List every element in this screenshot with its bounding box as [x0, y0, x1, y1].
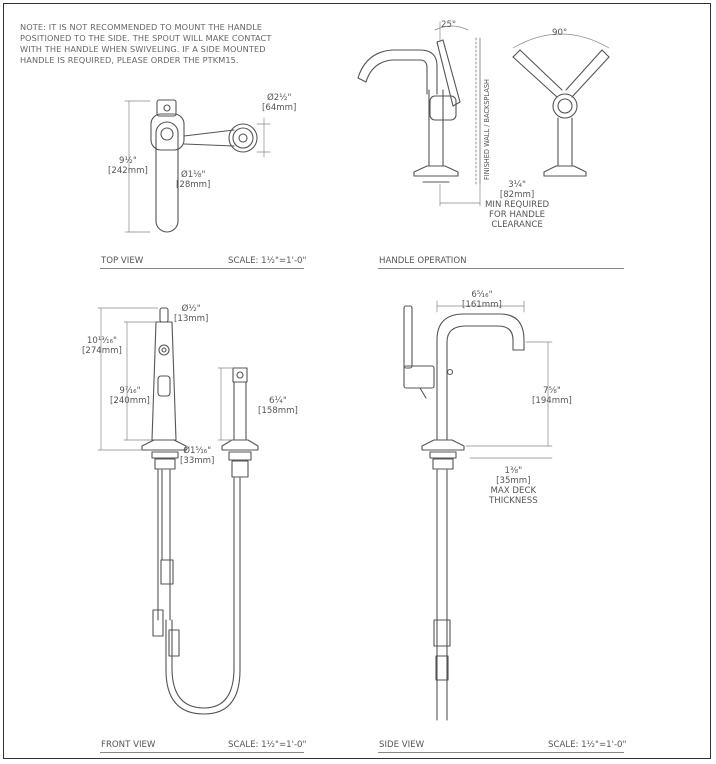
clearance-mm: [82mm] — [499, 190, 535, 200]
handle-angle-side: 25° — [441, 20, 457, 30]
note-line-4: HANDLE IS REQUIRED, PLEASE ORDER THE PTKM15. — [20, 55, 239, 65]
front-view-separator — [100, 752, 304, 753]
top-height-mm: [242mm] — [108, 166, 148, 176]
side-reach-dim — [462, 290, 502, 310]
top-handle-dia-mm: [28mm] — [176, 180, 211, 190]
side-spout-height-dim — [532, 386, 572, 406]
handle-angle-front: 90° — [552, 28, 568, 38]
side-reach-mm: [161mm] — [462, 300, 502, 310]
handle-operation-label: HANDLE OPERATION — [379, 256, 467, 266]
top-view-scale: SCALE: 1½"=1'-0" — [228, 256, 307, 266]
top-height-dim — [108, 156, 148, 176]
side-deck-inch: 1⅜" — [504, 466, 523, 476]
wall-label: FINISHED WALL / BACKSPLASH — [483, 78, 491, 180]
side-deck-dim — [489, 466, 538, 506]
side-deck-mm: [35mm] — [496, 476, 531, 486]
side-view-separator — [378, 752, 624, 753]
front-top-dia-mm: [13mm] — [174, 314, 209, 324]
top-view-label: TOP VIEW — [101, 256, 144, 266]
side-spout-height-mm: [194mm] — [532, 396, 572, 406]
front-view-drawing — [98, 308, 258, 714]
handle-operation-separator — [378, 268, 624, 269]
front-spray-inch: 6¼" — [269, 396, 287, 406]
side-spout-height-inch: 7⅝" — [543, 386, 561, 396]
side-reach-inch: 6⁵⁄₁₆" — [471, 290, 493, 300]
front-top-dia-dim — [174, 304, 208, 324]
top-knob-dia-mm: [64mm] — [262, 103, 297, 113]
front-body-mm: [240mm] — [110, 396, 150, 406]
front-body-inch: 9⁷⁄₁₆" — [119, 386, 141, 396]
front-spray-dim — [258, 396, 298, 416]
top-view-separator — [100, 268, 304, 269]
front-base-dia-mm: [33mm] — [180, 456, 215, 466]
top-height-inch: 9½" — [119, 156, 137, 166]
clearance-note-2: FOR HANDLE — [489, 210, 546, 220]
note-line-2: POSITIONED TO THE SIDE. THE SPOUT WILL MAKE CONTACT — [20, 33, 272, 43]
side-deck-note-1: MAX DECK — [490, 486, 537, 496]
side-deck-note-2: THICKNESS — [489, 496, 538, 506]
top-handle-dia-dim — [176, 170, 210, 190]
front-view-scale: SCALE: 1½"=1'-0" — [228, 740, 307, 750]
clearance-note-1: MIN REQUIRED — [485, 200, 550, 210]
front-total-mm: [274mm] — [82, 346, 122, 356]
side-view-scale: SCALE: 1½"=1'-0" — [548, 740, 627, 750]
clearance-note-3: CLEARANCE — [491, 220, 543, 230]
front-view-label: FRONT VIEW — [101, 740, 156, 750]
front-top-dia-inch: Ø½" — [181, 304, 201, 314]
top-handle-dia-inch: Ø1⅛" — [180, 170, 206, 180]
front-total-inch: 10¹³⁄₁₆" — [86, 336, 117, 346]
front-total-dim — [82, 336, 122, 356]
side-view-drawing — [404, 301, 552, 720]
front-base-dia-dim — [180, 446, 214, 466]
front-body-dim — [110, 386, 150, 406]
front-spray-mm: [158mm] — [258, 406, 298, 416]
top-knob-dia-dim — [262, 93, 296, 113]
top-knob-dia-inch: Ø2½" — [266, 93, 292, 103]
front-base-dia-inch: Ø1⁵⁄₁₆" — [183, 446, 212, 456]
clearance-dim — [485, 180, 549, 230]
clearance-inch: 3¼" — [508, 180, 526, 190]
side-view-label: SIDE VIEW — [379, 740, 425, 750]
note-line-3: WITH THE HANDLE WHEN SWIVELING. IF A SIDE MOUNTED — [20, 44, 266, 54]
note-line-1: NOTE: IT IS NOT RECOMMENDED TO MOUNT THE HANDLE — [20, 22, 263, 32]
